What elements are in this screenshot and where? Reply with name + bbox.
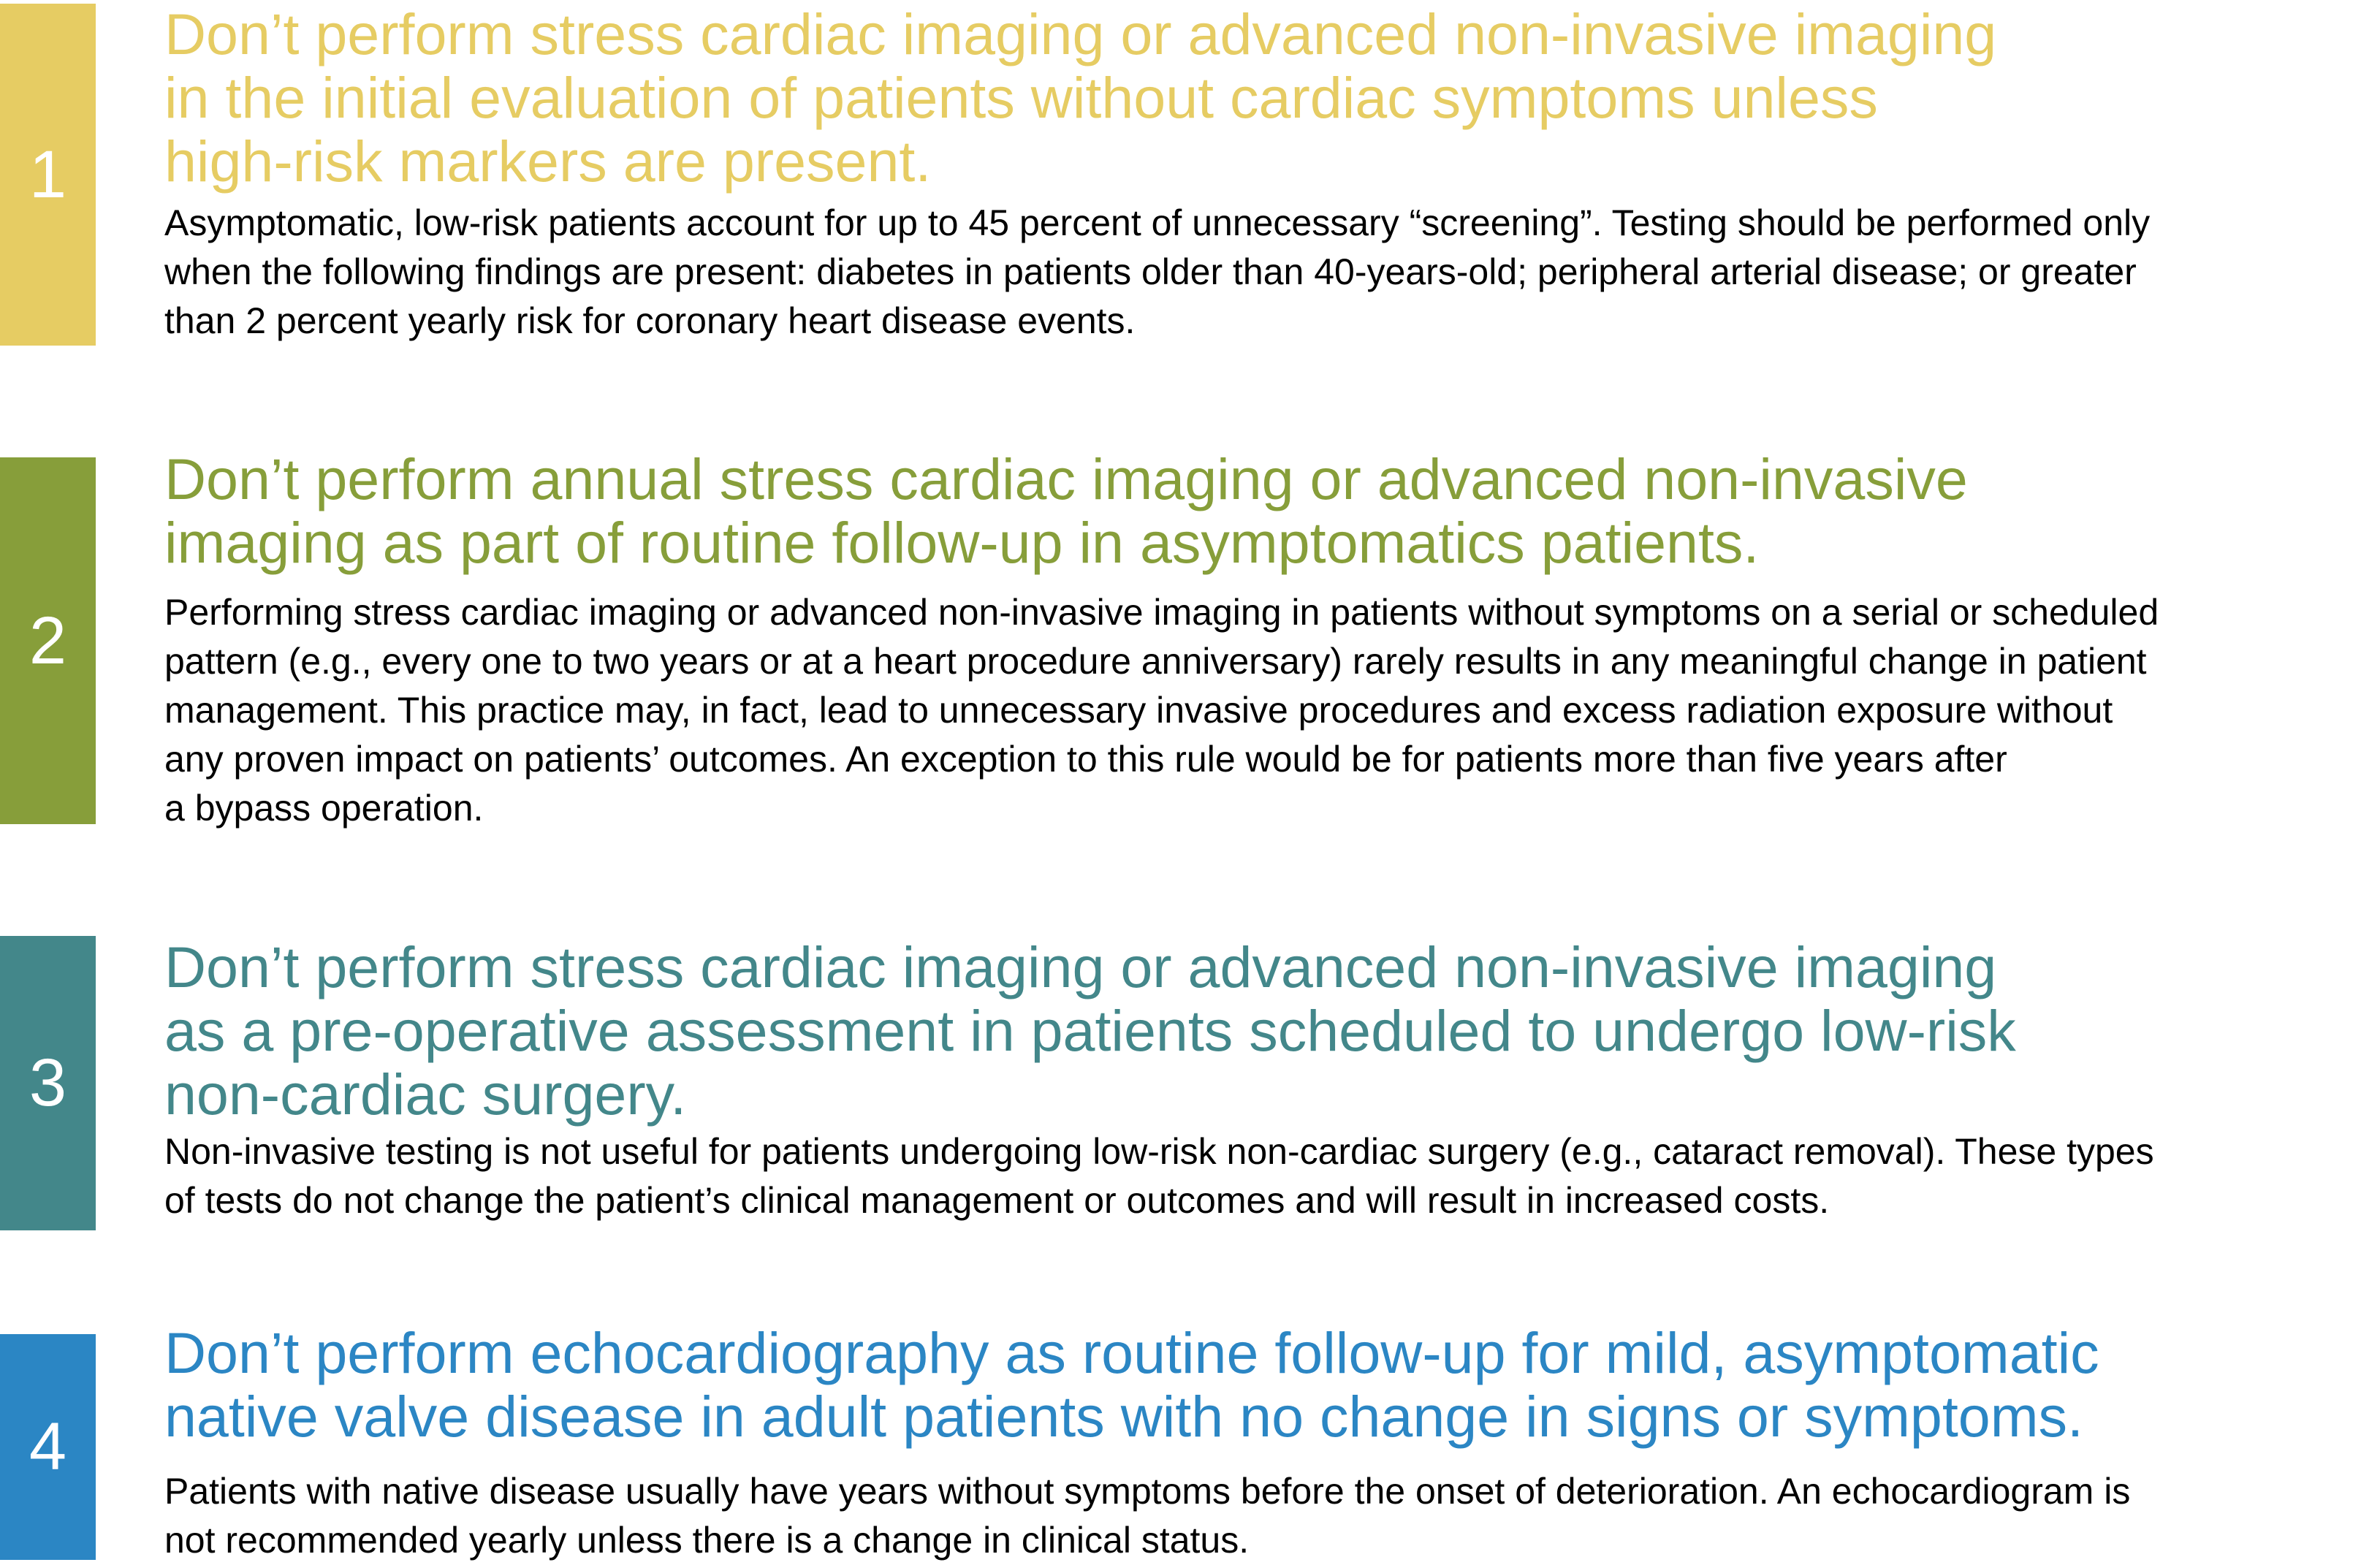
item-body: Patients with native disease usually have years without symptoms before the onset of deterioration. An echocardiogram is not recommended yearly unless there is a change in clinical status. xyxy=(164,1471,2131,1561)
item-heading: Don’t perform annual stress cardiac imaging or advanced non-invasive imaging as part of routine follow-up in asymptomatics patients. xyxy=(164,446,1968,575)
item-number: 2 xyxy=(28,603,67,678)
item-body: Non-invasive testing is not useful for patients undergoing low-risk non-cardiac surgery (e.g., cataract removal). These types of tests do not change the patient’s clinical management or outcomes and will result in increased costs. xyxy=(164,1131,2154,1221)
item-number: 1 xyxy=(28,137,67,212)
item-number: 3 xyxy=(28,1046,67,1120)
item-heading: Don’t perform echocardiography as routine follow-up for mild, asymptomatic native valve disease in adult patients with no change in signs or symptoms. xyxy=(164,1320,2099,1449)
item-number-badge xyxy=(0,936,96,1230)
item-heading: Don’t perform stress cardiac imaging or advanced non-invasive imaging in the initial evaluation of patients without cardiac symptoms unless high-risk markers are present. xyxy=(164,1,1997,194)
item-number: 4 xyxy=(28,1409,67,1484)
item-body: Asymptomatic, low-risk patients account for up to 45 percent of unnecessary “screening”. Testing should be performed only when the following findings are present: diabetes in patients older than 40-years-old; peripheral arterial disease; or greater than 2 percent yearly risk for coronary heart disease events. xyxy=(164,202,2151,341)
item-number-badge xyxy=(0,457,96,824)
item-number-badge xyxy=(0,4,96,346)
item-heading: Don’t perform stress cardiac imaging or advanced non-invasive imaging as a pre-operative assessment in patients scheduled to undergo low-risk non-cardiac surgery. xyxy=(164,934,2016,1127)
item-number-badge xyxy=(0,1334,96,1560)
item-body: Performing stress cardiac imaging or advanced non-invasive imaging in patients without symptoms on a serial or scheduled pattern (e.g., every one to two years or at a heart procedure anniversary) rarely results in any meaningful change in patient management. This practice may, in fact, lead to unnecessary invasive procedures and excess radiation exposure without any proven impact on patients’ outcomes. An exception to this rule would be for patients more than five years after a bypass operation. xyxy=(164,592,2159,829)
